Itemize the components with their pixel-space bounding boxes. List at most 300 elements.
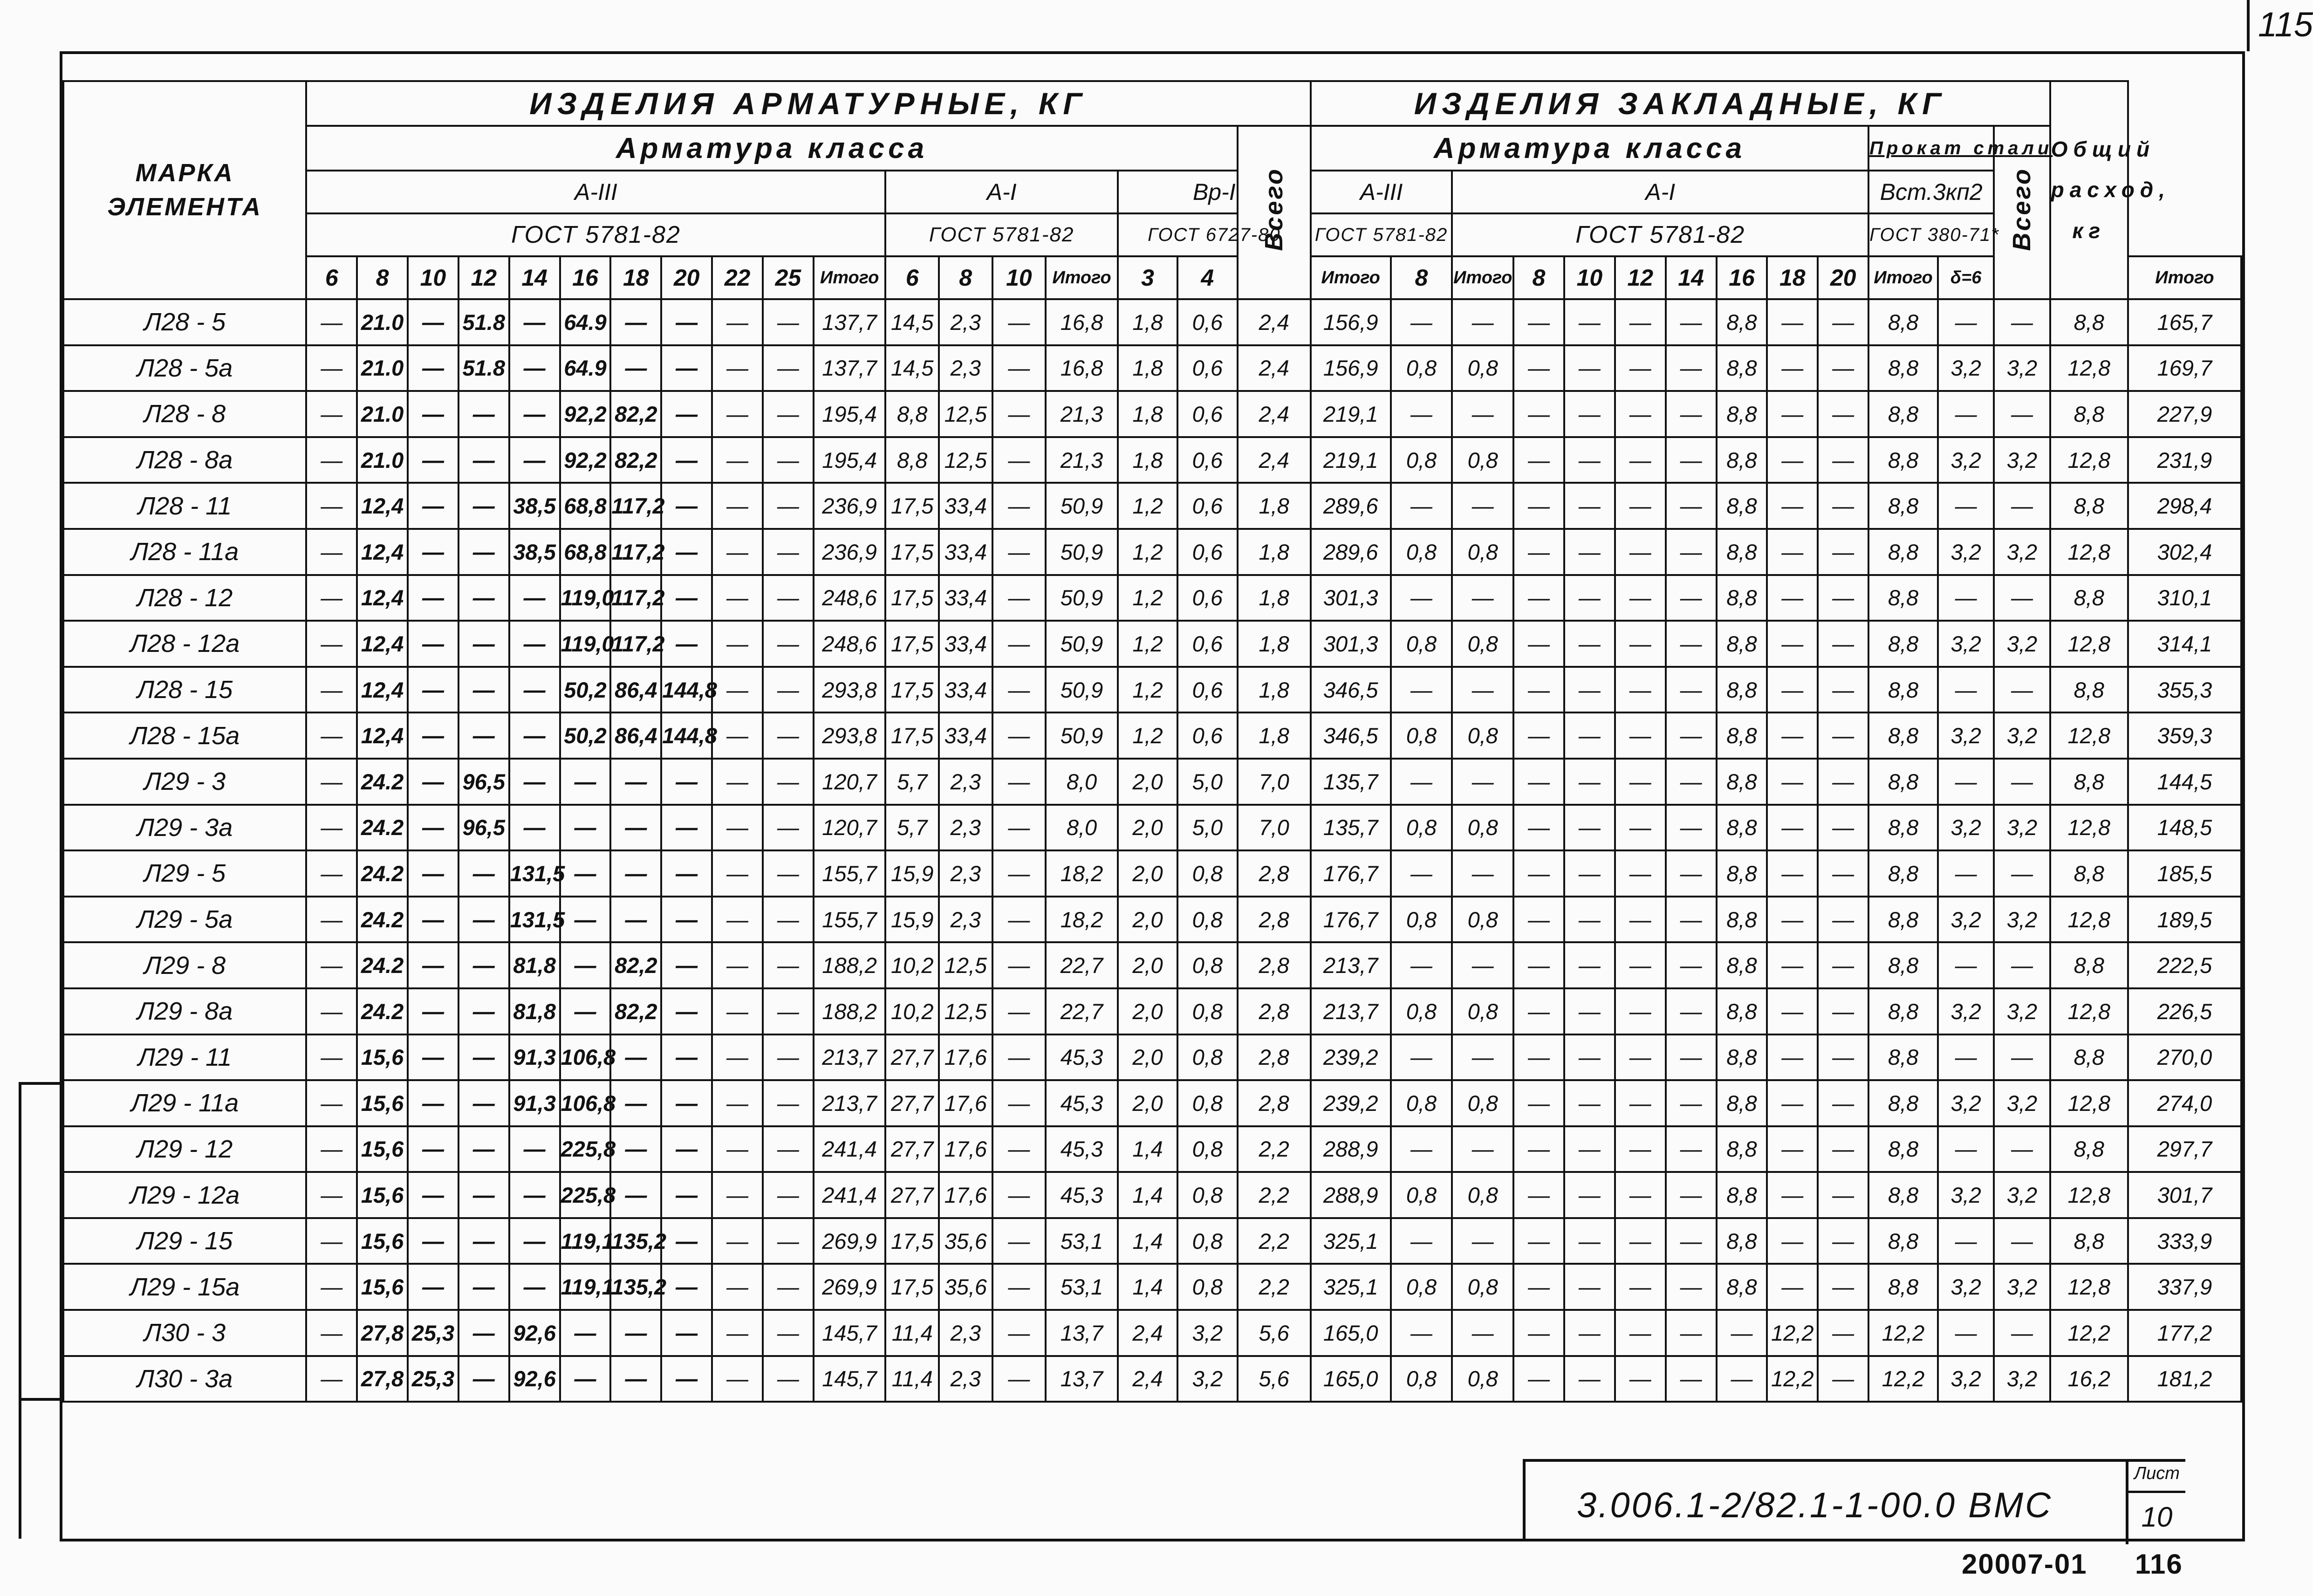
table-cell: — bbox=[1391, 575, 1452, 621]
table-cell: — bbox=[992, 805, 1046, 851]
table-cell: — bbox=[408, 897, 458, 943]
table-cell: — bbox=[458, 1172, 509, 1218]
gost-5781-d-header: ГОСТ 5781-82 bbox=[1452, 213, 1868, 256]
table-cell: 27,7 bbox=[885, 1172, 939, 1218]
table-cell: — bbox=[992, 897, 1046, 943]
table-cell: — bbox=[306, 529, 357, 575]
table-cell: — bbox=[1452, 299, 1513, 345]
table-cell: — bbox=[1564, 1080, 1615, 1126]
table-cell: 24.2 bbox=[357, 942, 408, 988]
spec-table-body bbox=[63, 299, 2241, 1402]
table-cell: — bbox=[408, 1172, 458, 1218]
table-cell: — bbox=[458, 712, 509, 759]
table-cell: 68,8 bbox=[560, 483, 611, 529]
table-cell: 10,2 bbox=[885, 988, 939, 1034]
table-cell: — bbox=[661, 1218, 712, 1264]
diam-a3-12: 12 bbox=[458, 256, 509, 299]
mark-label-2: ЭЛЕМЕНТА bbox=[107, 193, 262, 221]
table-cell: 8,8 bbox=[1868, 1080, 1938, 1126]
table-cell: 3,2 bbox=[1994, 345, 2050, 391]
table-cell: 8,8 bbox=[1868, 1264, 1938, 1310]
table-cell: 0,8 bbox=[1177, 1172, 1237, 1218]
table-cell: 239,2 bbox=[1311, 1080, 1391, 1126]
diam-a3-10: 10 bbox=[408, 256, 458, 299]
table-cell: — bbox=[1717, 1356, 1767, 1402]
table-cell: 231,9 bbox=[2128, 437, 2241, 483]
table-cell: — bbox=[1666, 897, 1717, 943]
table-cell: — bbox=[610, 1126, 661, 1172]
table-cell: 17,5 bbox=[885, 667, 939, 713]
table-cell: — bbox=[1994, 1126, 2050, 1172]
table-cell: — bbox=[509, 1264, 560, 1310]
table-cell: 17,6 bbox=[939, 1172, 992, 1218]
element-mark-cell: Л29 - 15а bbox=[63, 1264, 306, 1310]
table-cell: — bbox=[1615, 805, 1666, 851]
table-cell: 0,8 bbox=[1391, 897, 1452, 943]
rebar-total-label: Всего bbox=[1260, 167, 1288, 251]
table-cell: — bbox=[1717, 1310, 1767, 1356]
table-cell: — bbox=[1994, 667, 2050, 713]
table-cell: 33,4 bbox=[939, 529, 992, 575]
table-cell: — bbox=[306, 942, 357, 988]
table-cell: 0,6 bbox=[1177, 437, 1237, 483]
table-cell: 2,3 bbox=[939, 1310, 992, 1356]
table-cell: 12,8 bbox=[2050, 988, 2128, 1034]
table-cell: 17,5 bbox=[885, 712, 939, 759]
table-row bbox=[63, 897, 2241, 943]
table-cell: 3,2 bbox=[1994, 621, 2050, 667]
table-cell: 0,8 bbox=[1391, 988, 1452, 1034]
table-cell: — bbox=[1938, 391, 1994, 437]
table-cell: 241,4 bbox=[814, 1126, 886, 1172]
table-cell: 17,5 bbox=[885, 529, 939, 575]
a1-b-header: А-I bbox=[1452, 171, 1868, 213]
table-cell: 225,8 bbox=[560, 1172, 611, 1218]
table-cell: 12,8 bbox=[2050, 529, 2128, 575]
table-cell: 236,9 bbox=[814, 483, 886, 529]
table-cell: 12,5 bbox=[939, 988, 992, 1034]
table-cell: — bbox=[306, 345, 357, 391]
table-cell: 2,0 bbox=[1118, 942, 1177, 988]
table-cell: — bbox=[1615, 1034, 1666, 1081]
table-cell: — bbox=[458, 621, 509, 667]
table-cell: 333,9 bbox=[2128, 1218, 2241, 1264]
table-cell: — bbox=[1818, 988, 1868, 1034]
table-cell: — bbox=[712, 667, 763, 713]
table-cell: 96,5 bbox=[458, 805, 509, 851]
table-cell: — bbox=[306, 897, 357, 943]
table-cell: 2,8 bbox=[1238, 988, 1311, 1034]
table-cell: — bbox=[1938, 575, 1994, 621]
table-cell: 12,8 bbox=[2050, 712, 2128, 759]
table-cell: 17,6 bbox=[939, 1126, 992, 1172]
sheet-number: 10 bbox=[2141, 1501, 2173, 1533]
table-cell: 82,2 bbox=[610, 391, 661, 437]
table-cell: 12,4 bbox=[357, 667, 408, 713]
table-cell: 8,8 bbox=[1717, 621, 1767, 667]
table-cell: 38,5 bbox=[509, 529, 560, 575]
table-cell: — bbox=[1615, 483, 1666, 529]
table-cell: — bbox=[610, 897, 661, 943]
diam-a1b-18: 18 bbox=[1767, 256, 1818, 299]
table-cell: — bbox=[712, 897, 763, 943]
table-cell: — bbox=[458, 391, 509, 437]
table-cell: — bbox=[1513, 1310, 1564, 1356]
table-cell: 33,4 bbox=[939, 667, 992, 713]
table-cell: 8,8 bbox=[885, 437, 939, 483]
element-mark-cell: Л30 - 3а bbox=[63, 1356, 306, 1402]
table-cell: — bbox=[992, 345, 1046, 391]
table-row bbox=[63, 988, 2241, 1034]
table-cell: 12,5 bbox=[939, 391, 992, 437]
table-cell: — bbox=[408, 299, 458, 345]
table-cell: 5,6 bbox=[1238, 1356, 1311, 1402]
table-cell: 227,9 bbox=[2128, 391, 2241, 437]
table-cell: — bbox=[661, 897, 712, 943]
table-cell: 137,7 bbox=[814, 345, 886, 391]
table-cell: — bbox=[712, 759, 763, 805]
table-cell: — bbox=[1767, 988, 1818, 1034]
table-cell: 337,9 bbox=[2128, 1264, 2241, 1310]
table-cell: — bbox=[1818, 1080, 1868, 1126]
diam-bp1-total: Итого bbox=[1311, 256, 1391, 299]
table-cell: — bbox=[992, 621, 1046, 667]
table-cell: — bbox=[306, 1218, 357, 1264]
table-cell: — bbox=[1513, 1264, 1564, 1310]
table-cell: — bbox=[1391, 850, 1452, 897]
diam-a3-25: 25 bbox=[763, 256, 814, 299]
table-row bbox=[63, 1218, 2241, 1264]
table-cell: 92,2 bbox=[560, 437, 611, 483]
table-cell: — bbox=[712, 345, 763, 391]
diameter-row bbox=[63, 256, 2241, 299]
table-cell: 0,8 bbox=[1391, 437, 1452, 483]
table-cell: — bbox=[1513, 942, 1564, 988]
table-cell: — bbox=[1513, 897, 1564, 943]
table-cell: 21.0 bbox=[357, 345, 408, 391]
table-cell: 1,8 bbox=[1238, 575, 1311, 621]
table-row bbox=[63, 805, 2241, 851]
table-cell: — bbox=[712, 529, 763, 575]
table-cell: 189,5 bbox=[2128, 897, 2241, 943]
table-cell: 1,8 bbox=[1118, 299, 1177, 345]
table-cell: — bbox=[408, 1218, 458, 1264]
table-cell: — bbox=[763, 437, 814, 483]
table-cell: 5,7 bbox=[885, 805, 939, 851]
table-cell: 117,2 bbox=[610, 483, 661, 529]
diam-bp1-3: 3 bbox=[1118, 256, 1177, 299]
table-cell: — bbox=[661, 299, 712, 345]
table-cell: 12,2 bbox=[1868, 1310, 1938, 1356]
table-cell: — bbox=[458, 942, 509, 988]
table-cell: 25,3 bbox=[408, 1356, 458, 1402]
element-mark-cell: Л30 - 3 bbox=[63, 1310, 306, 1356]
table-row bbox=[63, 345, 2241, 391]
table-cell: 8,8 bbox=[1717, 299, 1767, 345]
table-cell: 3,2 bbox=[1938, 529, 1994, 575]
table-cell: 1,2 bbox=[1118, 621, 1177, 667]
gost-5781-b-header: ГОСТ 5781-82 bbox=[885, 213, 1117, 256]
table-cell: 1,8 bbox=[1238, 667, 1311, 713]
overall-label-3: кг bbox=[2072, 218, 2106, 243]
table-cell: — bbox=[763, 897, 814, 943]
table-cell: 8,8 bbox=[1868, 850, 1938, 897]
table-cell: — bbox=[1666, 345, 1717, 391]
table-cell: — bbox=[763, 1218, 814, 1264]
table-cell: — bbox=[1564, 988, 1615, 1034]
table-cell: — bbox=[1767, 575, 1818, 621]
table-cell: 135,2 bbox=[610, 1218, 661, 1264]
table-cell: — bbox=[560, 1310, 611, 1356]
table-cell: — bbox=[1818, 621, 1868, 667]
table-cell: 8,8 bbox=[1868, 345, 1938, 391]
table-cell: — bbox=[661, 759, 712, 805]
table-cell: 21,3 bbox=[1046, 437, 1118, 483]
table-cell: 8,8 bbox=[1717, 483, 1767, 529]
element-mark-cell: Л29 - 11а bbox=[63, 1080, 306, 1126]
gost-5781-c-header bbox=[1311, 213, 1452, 256]
table-cell: 2,0 bbox=[1118, 805, 1177, 851]
table-cell: 8,8 bbox=[1717, 850, 1767, 897]
table-cell: — bbox=[661, 850, 712, 897]
table-cell: 269,9 bbox=[814, 1218, 886, 1264]
table-cell: 2,8 bbox=[1238, 942, 1311, 988]
table-cell: — bbox=[306, 575, 357, 621]
element-mark-cell: Л29 - 11 bbox=[63, 1034, 306, 1081]
table-cell: — bbox=[1666, 712, 1717, 759]
table-cell: — bbox=[1615, 1218, 1666, 1264]
table-cell: 8,8 bbox=[1717, 942, 1767, 988]
table-cell: 1,4 bbox=[1118, 1264, 1177, 1310]
table-cell: — bbox=[763, 712, 814, 759]
table-cell: — bbox=[992, 988, 1046, 1034]
table-cell: — bbox=[992, 483, 1046, 529]
table-cell: — bbox=[1767, 1172, 1818, 1218]
table-cell: — bbox=[560, 988, 611, 1034]
table-cell: — bbox=[1818, 942, 1868, 988]
table-cell: — bbox=[1513, 391, 1564, 437]
table-cell: 2,3 bbox=[939, 345, 992, 391]
table-cell: — bbox=[992, 1172, 1046, 1218]
table-cell: — bbox=[1513, 345, 1564, 391]
table-cell: — bbox=[306, 850, 357, 897]
table-cell: — bbox=[1513, 667, 1564, 713]
table-cell: — bbox=[1666, 1264, 1717, 1310]
table-cell: — bbox=[1767, 1080, 1818, 1126]
table-cell: 2,8 bbox=[1238, 897, 1311, 943]
table-cell: — bbox=[1564, 299, 1615, 345]
rebar-products-header: ИЗДЕЛИЯ АРМАТУРНЫЕ, КГ bbox=[306, 81, 1310, 126]
table-cell: 131,5 bbox=[509, 850, 560, 897]
table-cell: 8,8 bbox=[1868, 897, 1938, 943]
spec-table bbox=[62, 80, 2242, 1403]
table-cell: 236,9 bbox=[814, 529, 886, 575]
table-cell: — bbox=[408, 667, 458, 713]
table-cell: — bbox=[763, 942, 814, 988]
table-cell: 144,8 bbox=[661, 712, 712, 759]
table-cell: 8,8 bbox=[1868, 1126, 1938, 1172]
table-cell: — bbox=[610, 1080, 661, 1126]
table-cell: — bbox=[712, 1034, 763, 1081]
table-cell: 8,8 bbox=[2050, 1218, 2128, 1264]
a1-header: А-I bbox=[885, 171, 1117, 213]
table-cell: — bbox=[509, 437, 560, 483]
table-cell: — bbox=[712, 712, 763, 759]
table-cell: 1,8 bbox=[1238, 483, 1311, 529]
table-cell: — bbox=[1564, 897, 1615, 943]
table-cell: 35,6 bbox=[939, 1218, 992, 1264]
table-cell: 12,5 bbox=[939, 942, 992, 988]
table-cell: 8,8 bbox=[2050, 483, 2128, 529]
table-cell: — bbox=[1994, 1218, 2050, 1264]
table-cell: — bbox=[1666, 1218, 1717, 1264]
table-cell: 1,4 bbox=[1118, 1126, 1177, 1172]
table-cell: 0,8 bbox=[1391, 1264, 1452, 1310]
table-cell: 92,6 bbox=[509, 1356, 560, 1402]
table-cell: 270,0 bbox=[2128, 1034, 2241, 1081]
table-cell: — bbox=[408, 850, 458, 897]
table-cell: 16,2 bbox=[2050, 1356, 2128, 1402]
table-cell: 12,4 bbox=[357, 575, 408, 621]
table-cell: — bbox=[661, 1264, 712, 1310]
table-cell: — bbox=[610, 1310, 661, 1356]
table-cell: 50,9 bbox=[1046, 483, 1118, 529]
table-cell: 144,8 bbox=[661, 667, 712, 713]
diam-a3-8: 8 bbox=[357, 256, 408, 299]
table-cell: — bbox=[1615, 712, 1666, 759]
table-cell: 120,7 bbox=[814, 759, 886, 805]
table-cell: — bbox=[560, 850, 611, 897]
table-cell: — bbox=[661, 437, 712, 483]
table-cell: — bbox=[1767, 529, 1818, 575]
table-cell: 24.2 bbox=[357, 805, 408, 851]
table-cell: 2,8 bbox=[1238, 1080, 1311, 1126]
table-cell: — bbox=[509, 759, 560, 805]
steel-grade-header: Вст.3кп2 bbox=[1868, 171, 1994, 213]
table-cell: — bbox=[1767, 667, 1818, 713]
table-cell: 248,6 bbox=[814, 621, 886, 667]
table-cell: — bbox=[560, 805, 611, 851]
table-cell: 156,9 bbox=[1311, 345, 1391, 391]
table-cell: 2,3 bbox=[939, 759, 992, 805]
table-cell: 3,2 bbox=[1938, 1080, 1994, 1126]
table-cell: 50,9 bbox=[1046, 529, 1118, 575]
table-cell: 15,6 bbox=[357, 1172, 408, 1218]
footer-doc-number: 20007-01 bbox=[1962, 1548, 2087, 1580]
table-cell: 3,2 bbox=[1938, 1172, 1994, 1218]
element-mark-cell: Л28 - 8 bbox=[63, 391, 306, 437]
table-cell: 8,8 bbox=[1717, 1080, 1767, 1126]
table-cell: 8,8 bbox=[1717, 529, 1767, 575]
diam-steel-thickness: δ=6 bbox=[1938, 256, 1994, 299]
table-cell: 222,5 bbox=[2128, 942, 2241, 988]
table-cell: — bbox=[1666, 1310, 1717, 1356]
table-cell: 1,8 bbox=[1238, 712, 1311, 759]
diam-a1-total: Итого bbox=[1046, 256, 1118, 299]
embedded-products-header: ИЗДЕЛИЯ ЗАКЛАДНЫЕ, КГ bbox=[1311, 81, 2050, 126]
table-cell: 293,8 bbox=[814, 667, 886, 713]
table-cell: — bbox=[1564, 805, 1615, 851]
element-mark-cell: Л29 - 15 bbox=[63, 1218, 306, 1264]
table-cell: — bbox=[408, 805, 458, 851]
table-cell: — bbox=[661, 1310, 712, 1356]
table-cell: 45,3 bbox=[1046, 1172, 1118, 1218]
table-cell: 1,2 bbox=[1118, 575, 1177, 621]
table-cell: — bbox=[992, 850, 1046, 897]
table-cell: 2,2 bbox=[1238, 1218, 1311, 1264]
table-cell: — bbox=[1452, 575, 1513, 621]
table-cell: — bbox=[1452, 391, 1513, 437]
table-cell: 5,0 bbox=[1177, 805, 1237, 851]
frame-mark-left bbox=[19, 1082, 21, 1539]
table-cell: 0,6 bbox=[1177, 345, 1237, 391]
table-cell: — bbox=[306, 1356, 357, 1402]
table-cell: 33,4 bbox=[939, 621, 992, 667]
table-cell: 1,2 bbox=[1118, 529, 1177, 575]
table-cell: — bbox=[1767, 345, 1818, 391]
table-cell: 8,8 bbox=[885, 391, 939, 437]
table-cell: 0,8 bbox=[1452, 529, 1513, 575]
table-cell: — bbox=[1452, 759, 1513, 805]
table-cell: 241,4 bbox=[814, 1172, 886, 1218]
table-cell: — bbox=[1818, 805, 1868, 851]
mark-header bbox=[63, 81, 306, 299]
table-cell: 27,7 bbox=[885, 1126, 939, 1172]
table-cell: 2,3 bbox=[939, 805, 992, 851]
table-cell: 165,0 bbox=[1311, 1356, 1391, 1402]
table-cell: 33,4 bbox=[939, 712, 992, 759]
table-cell: — bbox=[712, 1218, 763, 1264]
table-cell: — bbox=[1615, 575, 1666, 621]
table-cell: 0,8 bbox=[1391, 1080, 1452, 1126]
table-cell: 165,0 bbox=[1311, 1310, 1391, 1356]
table-cell: 92,2 bbox=[560, 391, 611, 437]
table-cell: 0,8 bbox=[1452, 988, 1513, 1034]
table-cell: 12,4 bbox=[357, 483, 408, 529]
table-row bbox=[63, 437, 2241, 483]
table-cell: — bbox=[763, 529, 814, 575]
table-cell: 50,9 bbox=[1046, 712, 1118, 759]
table-cell: 82,2 bbox=[610, 988, 661, 1034]
table-cell: — bbox=[1452, 1310, 1513, 1356]
table-cell: 188,2 bbox=[814, 942, 886, 988]
table-cell: — bbox=[661, 621, 712, 667]
table-cell: 8,8 bbox=[2050, 850, 2128, 897]
table-cell: 12,8 bbox=[2050, 437, 2128, 483]
table-cell: — bbox=[408, 1034, 458, 1081]
table-cell: 15,6 bbox=[357, 1080, 408, 1126]
table-cell: — bbox=[661, 1080, 712, 1126]
gost-5781-header: ГОСТ 5781-82 bbox=[306, 213, 885, 256]
table-cell: 298,4 bbox=[2128, 483, 2241, 529]
table-cell: — bbox=[306, 805, 357, 851]
table-cell: 51.8 bbox=[458, 345, 509, 391]
table-cell: 2,8 bbox=[1238, 850, 1311, 897]
table-cell: 2,4 bbox=[1238, 437, 1311, 483]
table-cell: — bbox=[1564, 1034, 1615, 1081]
table-cell: 117,2 bbox=[610, 621, 661, 667]
table-cell: — bbox=[1564, 759, 1615, 805]
table-cell: 181,2 bbox=[2128, 1356, 2241, 1402]
table-row bbox=[63, 942, 2241, 988]
table-cell: 2,4 bbox=[1118, 1310, 1177, 1356]
table-cell: — bbox=[458, 575, 509, 621]
table-cell: — bbox=[306, 1172, 357, 1218]
table-cell: 8,8 bbox=[1868, 437, 1938, 483]
table-cell: 2,0 bbox=[1118, 850, 1177, 897]
table-cell: 135,7 bbox=[1311, 805, 1391, 851]
table-cell: — bbox=[992, 1080, 1046, 1126]
